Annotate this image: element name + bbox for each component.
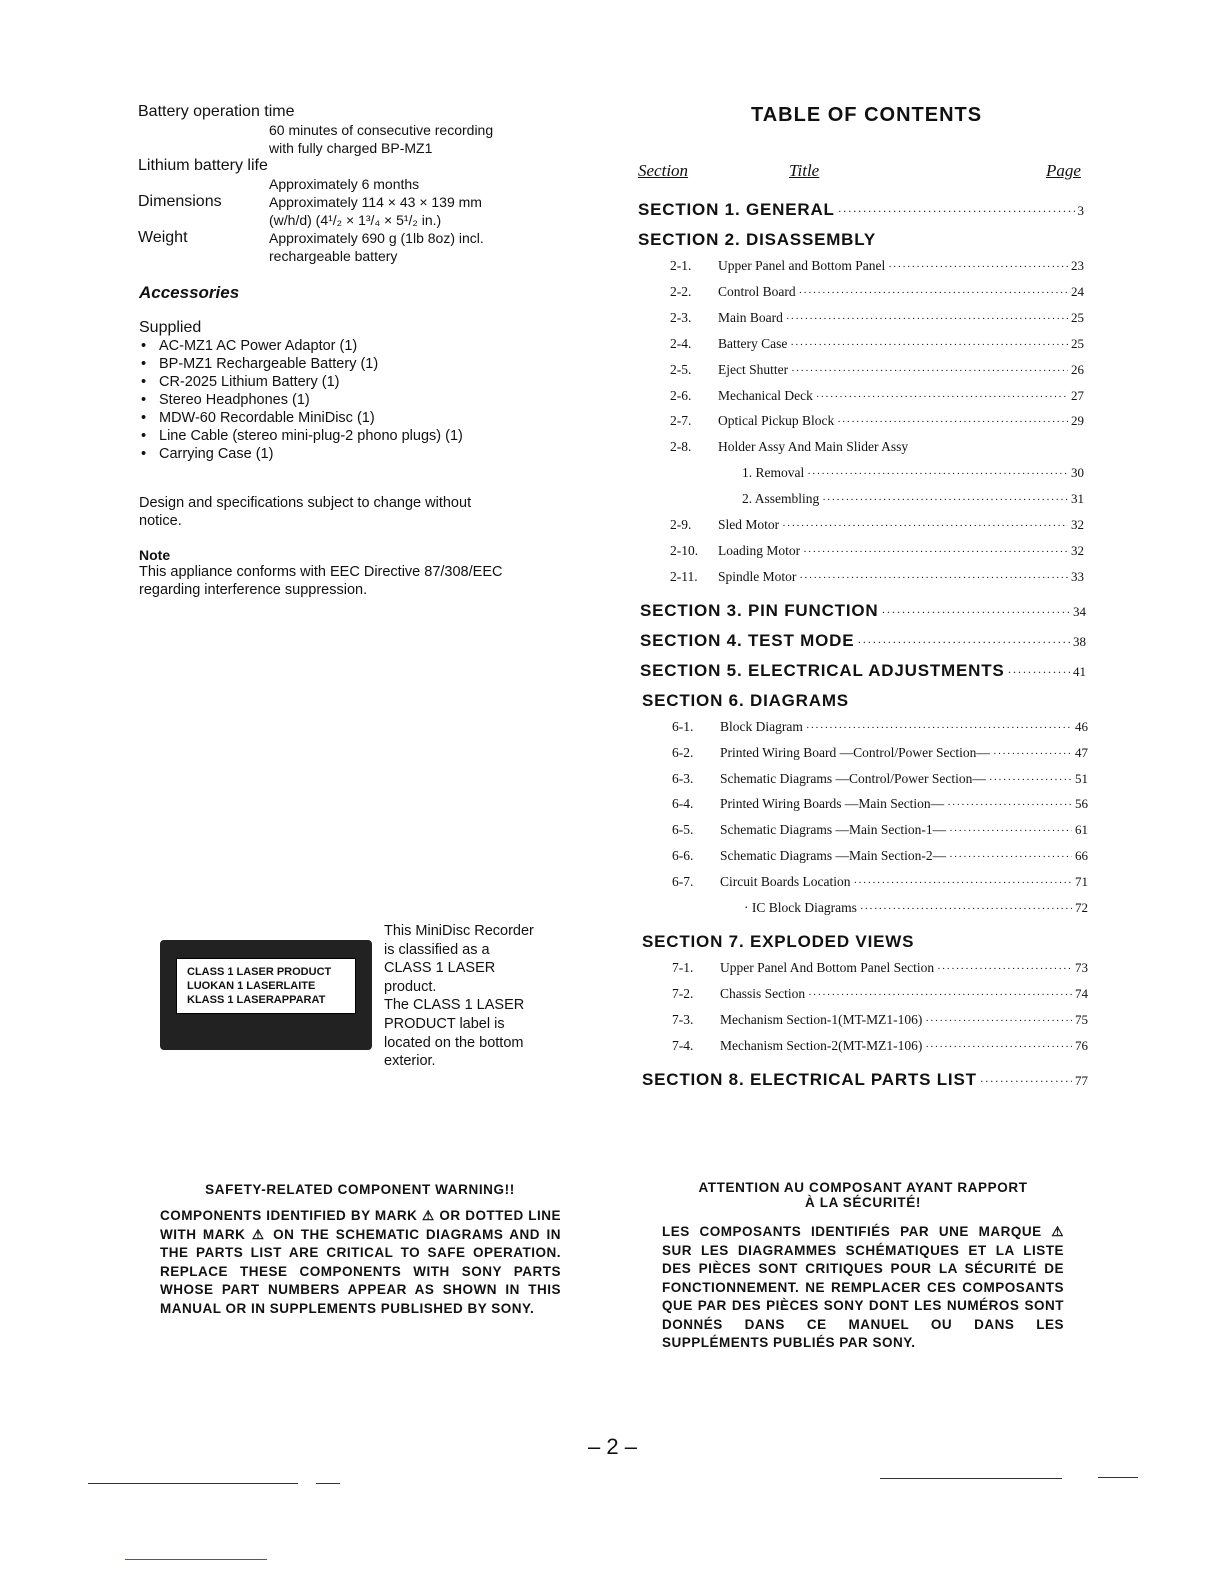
toc-page-number: 66 bbox=[1075, 848, 1088, 864]
toc-subsection-number: 2-8. bbox=[670, 439, 692, 455]
design-notice-line: Design and specifications subject to change without bbox=[139, 495, 472, 511]
note-heading: Note bbox=[139, 547, 171, 563]
toc-page-number: 26 bbox=[1071, 361, 1084, 377]
laser-text-line: is classified as a bbox=[384, 941, 490, 958]
leader-dots bbox=[989, 774, 1072, 786]
toc-page-number: 38 bbox=[1073, 633, 1086, 649]
list-item: • BP-MZ1 Rechargeable Battery (1) bbox=[139, 355, 463, 373]
toc-subsection-row bbox=[670, 465, 1084, 481]
laser-text-line: exterior. bbox=[384, 1053, 436, 1070]
toc-subsection-number: 2-1. bbox=[670, 258, 692, 273]
toc-subsection-number: 2-4. bbox=[670, 335, 692, 351]
leader-dots bbox=[853, 877, 1072, 889]
note-line: regarding interference suppression. bbox=[139, 582, 368, 598]
toc-subsection-title: Upper Panel and Bottom Panel bbox=[718, 258, 886, 273]
spec-label: Weight bbox=[138, 229, 188, 246]
toc-subsection-title: Block Diagram bbox=[720, 718, 803, 734]
divider bbox=[125, 1559, 267, 1560]
toc-subsection-title: Control Board bbox=[718, 283, 796, 299]
spec-value: 60 minutes of consecutive recording bbox=[269, 122, 494, 138]
toc-subsection-title: Loading Motor bbox=[718, 542, 801, 558]
toc-subsection-row bbox=[670, 258, 1084, 274]
toc-page-number: 76 bbox=[1075, 1037, 1088, 1053]
list-item: • Stereo Headphones (1) bbox=[139, 391, 463, 409]
leader-dots bbox=[980, 1074, 1072, 1089]
laser-label-line: LUOKAN 1 LASERLAITE bbox=[187, 980, 316, 992]
toc-subsection-title: Mechanical Deck bbox=[718, 387, 813, 403]
toc-subsection-row bbox=[672, 1012, 1088, 1028]
toc-page-number: 47 bbox=[1075, 744, 1088, 760]
toc-page-number: 71 bbox=[1075, 874, 1088, 890]
toc-subsection-number: 2-2. bbox=[670, 283, 692, 299]
design-notice-line: notice. bbox=[139, 513, 182, 529]
leader-dots bbox=[791, 365, 1068, 377]
toc-subsection-row bbox=[672, 1038, 1088, 1054]
leader-dots bbox=[799, 287, 1068, 299]
toc-subsection-row bbox=[670, 336, 1084, 352]
design-notice bbox=[139, 494, 471, 530]
toc-subsection-number: 6-5. bbox=[672, 822, 694, 838]
toc-page-number: 72 bbox=[1075, 900, 1088, 915]
leader-dots bbox=[1008, 665, 1070, 680]
spec-lithium-life bbox=[138, 157, 538, 193]
list-item: • Line Cable (stereo mini-plug-2 phono plugs) (1) bbox=[139, 427, 463, 445]
toc-page-number: 23 bbox=[1071, 258, 1084, 273]
toc-subsection-title: Holder Assy And Main Slider Assy bbox=[718, 439, 909, 455]
laser-label-line: KLASS 1 LASERAPPARAT bbox=[187, 994, 326, 1006]
toc-subsection-number: 2-11. bbox=[670, 568, 698, 584]
toc-subsection-row bbox=[670, 491, 1084, 507]
laser-text-line: CLASS 1 LASER bbox=[384, 960, 496, 977]
toc-subsection-number: 6-6. bbox=[672, 848, 694, 864]
toc-subsection-row bbox=[672, 848, 1088, 864]
warning-fr-body: LES COMPOSANTS IDENTIFIÉS PAR UNE MARQUE ⚠ SUR LES DIAGRAMMES SCHÉMATIQUES ET LA LISTE DES PIÈCES SONT CRITIQUES POUR LA SÉCURITÉ DE FONCTIONNEMENT. NE REMPLACER CES COMPOSANTS QUE PAR DES PIÈCES SONY DONT LES NUMÉROS SONT DONNÉS DANS CE MANUEL OU DANS LES SUPPLÉMENTS PUBLIÉS PAR SONY. bbox=[662, 1224, 1064, 1350]
warning-fr-heading-line: ATTENTION AU COMPOSANT AYANT RAPPORT bbox=[698, 1180, 1028, 1195]
toc-subsection-title: Mechanism Section-2(MT-MZ1-106) bbox=[720, 1037, 923, 1053]
toc-section-title: SECTION 3. PIN FUNCTION bbox=[640, 600, 879, 620]
toc-section-row bbox=[638, 200, 1084, 220]
leader-dots bbox=[799, 572, 1068, 584]
spec-value: (w/h/d) (4¹/₂ × 1³/₄ × 5¹/₂ in.) bbox=[269, 212, 442, 228]
leader-dots bbox=[925, 1041, 1072, 1053]
toc-page-number: 34 bbox=[1073, 603, 1086, 619]
toc-page-number: 30 bbox=[1071, 465, 1084, 481]
toc-subsection-title: Battery Case bbox=[718, 335, 788, 351]
toc-subsection-row bbox=[670, 362, 1084, 378]
toc-subsection-title: 2. Assembling bbox=[742, 491, 820, 507]
laser-text-line: The CLASS 1 LASER bbox=[384, 997, 525, 1014]
laser-text-line: PRODUCT label is bbox=[384, 1015, 505, 1032]
toc-page-number: 56 bbox=[1075, 796, 1088, 812]
leader-dots bbox=[925, 1015, 1072, 1027]
toc-subsection-number: 6-1. bbox=[672, 718, 694, 734]
toc-header-page: Page bbox=[1046, 161, 1081, 180]
toc-section-row bbox=[640, 661, 1086, 681]
toc-subsection-title: Circuit Boards Location bbox=[720, 874, 851, 890]
toc-section-row bbox=[642, 1070, 1088, 1090]
divider bbox=[316, 1483, 340, 1484]
toc-subsection-number: 2-7. bbox=[670, 413, 692, 429]
toc-page-number: 74 bbox=[1075, 985, 1088, 1001]
toc-page-number: 51 bbox=[1075, 770, 1088, 786]
warning-fr-heading bbox=[660, 1180, 1066, 1210]
leader-dots bbox=[937, 963, 1072, 975]
toc-page-number: 3 bbox=[1077, 203, 1084, 218]
list-item: • AC-MZ1 AC Power Adaptor (1) bbox=[139, 337, 463, 355]
toc-subsection-title: Printed Wiring Boards —Main Section— bbox=[720, 796, 945, 812]
toc-subsection-number: 6-4. bbox=[672, 796, 694, 812]
toc-subsection-number: 7-1. bbox=[672, 959, 694, 975]
leader-dots bbox=[782, 520, 1068, 532]
toc-subsection-title: Schematic Diagrams —Control/Power Section— bbox=[720, 770, 986, 786]
toc-subsection-title: Sled Motor bbox=[718, 517, 780, 532]
toc-section-title: SECTION 6. DIAGRAMS bbox=[642, 690, 849, 710]
spec-value: Approximately 114 × 43 × 139 mm bbox=[269, 194, 482, 210]
toc-page-number: 61 bbox=[1075, 822, 1088, 838]
toc-section-title: SECTION 8. ELECTRICAL PARTS LIST bbox=[642, 1069, 977, 1089]
toc-subsection-number: 6-3. bbox=[672, 770, 694, 786]
leader-dots bbox=[838, 204, 1075, 219]
toc-subsection-row bbox=[672, 960, 1088, 976]
toc-subsection-title: Schematic Diagrams —Main Section-1— bbox=[720, 822, 947, 838]
toc-page-number: 29 bbox=[1071, 413, 1084, 429]
leader-dots bbox=[947, 799, 1072, 811]
laser-text-line: product. bbox=[384, 978, 437, 995]
accessories-list bbox=[139, 337, 463, 463]
divider bbox=[1098, 1477, 1138, 1478]
leader-dots bbox=[816, 391, 1068, 403]
toc-page-number: 31 bbox=[1071, 491, 1084, 507]
toc-subsection-row bbox=[672, 796, 1088, 812]
toc-section-row bbox=[640, 631, 1086, 651]
toc-subsection-row bbox=[672, 874, 1088, 890]
laser-description bbox=[384, 922, 554, 1071]
laser-text-line: This MiniDisc Recorder bbox=[384, 923, 534, 939]
list-item: • Carrying Case (1) bbox=[139, 445, 463, 463]
toc-page-number: 46 bbox=[1075, 718, 1088, 734]
leader-dots bbox=[822, 494, 1068, 506]
toc-section-title: SECTION 7. EXPLODED VIEWS bbox=[642, 931, 915, 951]
toc-subsection-title: Main Board bbox=[718, 309, 783, 325]
toc-page-number: 73 bbox=[1075, 959, 1088, 975]
toc-header-title: Title bbox=[789, 161, 820, 180]
toc-subsection-title: Printed Wiring Board —Control/Power Section— bbox=[720, 744, 990, 760]
toc-subsection-number: 7-3. bbox=[672, 1011, 694, 1027]
laser-label-box bbox=[176, 958, 356, 1014]
toc-subsection-row bbox=[672, 719, 1088, 735]
divider bbox=[880, 1478, 1062, 1479]
toc-section-row bbox=[638, 230, 1084, 250]
leader-dots bbox=[949, 825, 1072, 837]
toc-subsection-row bbox=[672, 771, 1088, 787]
leader-dots bbox=[949, 851, 1072, 863]
toc-subsection-title: Spindle Motor bbox=[718, 568, 797, 584]
toc-page-number: 25 bbox=[1071, 309, 1084, 325]
leader-dots bbox=[786, 313, 1068, 325]
toc-subsection-number: 2-9. bbox=[670, 517, 692, 532]
toc-subsection-row bbox=[670, 413, 1084, 429]
toc-subsection-title: Upper Panel And Bottom Panel Section bbox=[720, 959, 935, 975]
warning-fr-heading-line: À LA SÉCURITÉ! bbox=[805, 1195, 921, 1210]
toc-subsection-number: 2-10. bbox=[670, 542, 699, 558]
leader-dots bbox=[837, 416, 1068, 428]
toc-subsection-title: Chassis Section bbox=[720, 985, 806, 1001]
supplied-title: Supplied bbox=[139, 319, 202, 336]
toc-subsection-row bbox=[670, 543, 1084, 559]
page-number: – 2 – bbox=[588, 1434, 637, 1459]
toc-subsection-row bbox=[672, 986, 1088, 1002]
toc-page-number: 41 bbox=[1073, 663, 1086, 679]
warning-heading: SAFETY-RELATED COMPONENT WARNING!! bbox=[205, 1182, 515, 1197]
toc-subsection-row bbox=[670, 439, 1084, 455]
spec-value: Approximately 690 g (1lb 8oz) incl. bbox=[269, 230, 484, 246]
toc-page-number: 25 bbox=[1071, 335, 1084, 351]
leader-dots bbox=[860, 903, 1072, 915]
toc-subsection-row bbox=[670, 517, 1084, 533]
leader-dots bbox=[993, 748, 1072, 760]
toc-subsection-row bbox=[670, 569, 1084, 585]
toc-header-section: Section bbox=[638, 161, 689, 180]
toc-subsection-row bbox=[670, 284, 1084, 300]
accessories-heading: Accessories bbox=[139, 283, 240, 302]
toc-section-row bbox=[640, 601, 1086, 621]
toc-page-number: 75 bbox=[1075, 1011, 1088, 1027]
toc-page-number: 32 bbox=[1071, 542, 1084, 558]
leader-dots bbox=[790, 339, 1068, 351]
toc-subsection-number: 2-5. bbox=[670, 361, 692, 377]
toc-subsection-row bbox=[672, 822, 1088, 838]
specifications bbox=[138, 103, 538, 265]
laser-class-label bbox=[160, 940, 372, 1050]
toc-section-row bbox=[642, 932, 1088, 952]
toc-subsection-row bbox=[672, 900, 1088, 916]
toc-subsection-number: 2-3. bbox=[670, 309, 692, 325]
laser-label-line: CLASS 1 LASER PRODUCT bbox=[187, 966, 332, 978]
note bbox=[139, 547, 502, 599]
leader-dots bbox=[807, 468, 1068, 480]
toc-subsection-title: Optical Pickup Block bbox=[718, 413, 835, 429]
spec-label: Dimensions bbox=[138, 193, 222, 210]
toc-page-number: 33 bbox=[1071, 568, 1084, 584]
toc-title: TABLE OF CONTENTS bbox=[751, 104, 983, 126]
toc-subsection-title: 1. Removal bbox=[742, 465, 805, 481]
spec-label: Lithium battery life bbox=[138, 157, 268, 174]
toc-subsection-title: Schematic Diagrams —Main Section-2— bbox=[720, 848, 947, 864]
laser-text-line: located on the bottom bbox=[384, 1034, 524, 1051]
list-item: • CR-2025 Lithium Battery (1) bbox=[139, 373, 463, 391]
toc-subsection-number: 7-4. bbox=[672, 1037, 694, 1053]
toc-subsection-row bbox=[670, 310, 1084, 326]
divider bbox=[88, 1483, 298, 1484]
toc-subsection-row bbox=[672, 745, 1088, 761]
list-item: • MDW-60 Recordable MiniDisc (1) bbox=[139, 409, 463, 427]
toc-subsection-number: 2-6. bbox=[670, 387, 692, 403]
toc-section-title: SECTION 2. DISASSEMBLY bbox=[638, 230, 877, 249]
toc-subsection-title: · IC Block Diagrams bbox=[744, 900, 857, 915]
toc-page-number: 32 bbox=[1071, 517, 1084, 532]
toc-section-title: SECTION 4. TEST MODE bbox=[640, 630, 855, 650]
toc-subsection-number: 6-2. bbox=[672, 744, 694, 760]
leader-dots bbox=[808, 989, 1072, 1001]
leader-dots bbox=[888, 261, 1068, 273]
toc-page-number: 77 bbox=[1075, 1072, 1088, 1088]
spec-weight bbox=[138, 229, 538, 265]
toc-section-title: SECTION 1. GENERAL bbox=[638, 200, 835, 219]
spec-value: rechargeable battery bbox=[269, 248, 398, 264]
spec-dimensions bbox=[138, 193, 538, 229]
toc-subsection-row bbox=[670, 388, 1084, 404]
leader-dots bbox=[803, 546, 1068, 558]
spec-label: Battery operation time bbox=[138, 103, 295, 120]
toc-section-title: SECTION 5. ELECTRICAL ADJUSTMENTS bbox=[640, 660, 1005, 680]
toc-subsection-number: 6-7. bbox=[672, 874, 694, 890]
toc-subsection-number: 7-2. bbox=[672, 985, 694, 1001]
toc-page-number: 24 bbox=[1071, 283, 1084, 299]
note-line: This appliance conforms with EEC Directive 87/308/EEC bbox=[139, 564, 503, 580]
spec-battery-time bbox=[138, 103, 538, 157]
leader-dots bbox=[881, 605, 1070, 620]
leader-dots bbox=[806, 722, 1072, 734]
toc-page-number: 27 bbox=[1071, 387, 1084, 403]
spec-value: with fully charged BP-MZ1 bbox=[269, 140, 433, 156]
spec-value: Approximately 6 months bbox=[269, 176, 420, 192]
leader-dots bbox=[857, 635, 1070, 650]
warning-body: COMPONENTS IDENTIFIED BY MARK ⚠ OR DOTTED LINE WITH MARK ⚠ ON THE SCHEMATIC DIAGRAMS AND IN THE PARTS LIST ARE CRITICAL TO SAFE OPERATION. REPLACE THESE COMPONENTS WITH SONY PARTS WHOSE PART NUMBERS APPEAR AS SHOWN IN THIS MANUAL OR IN SUPPLEMENTS PUBLISHED BY SONY. bbox=[160, 1208, 561, 1316]
toc-subsection-title: Mechanism Section-1(MT-MZ1-106) bbox=[720, 1011, 923, 1027]
toc-subsection-title: Eject Shutter bbox=[718, 361, 789, 377]
toc-section-row bbox=[642, 691, 1088, 711]
